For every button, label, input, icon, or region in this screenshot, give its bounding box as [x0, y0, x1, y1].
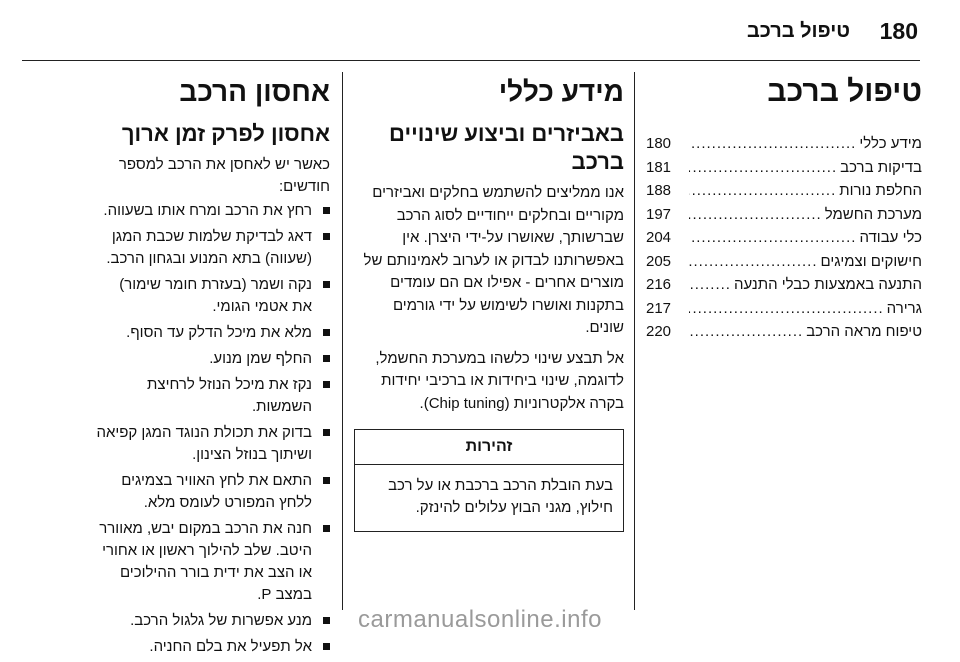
bullet-square-icon: [323, 525, 330, 532]
list-item-text: נקה ושמר (בעזרת חומר שימור) את אטמי הגומי.: [119, 276, 312, 315]
list-item: [96, 470, 330, 514]
list-item: [96, 636, 330, 658]
toc-entry-page: 181: [646, 158, 672, 176]
warning-heading: זהירות: [355, 430, 623, 465]
storage-intro: כאשר יש לאחסן את הרכב למספר חודשים:: [118, 156, 330, 195]
toc-entry-label: מידע כללי: [859, 135, 922, 152]
bullet-square-icon: [323, 429, 330, 436]
bullet-square-icon: [323, 207, 330, 214]
storage-column: [96, 64, 330, 662]
general-info-title: מידע כללי: [498, 76, 624, 107]
bullet-square-icon: [323, 381, 330, 388]
list-item: [96, 274, 330, 318]
toc-entry[interactable]: [646, 250, 922, 274]
page-header: [0, 0, 960, 62]
toc-entry-label: מערכת החשמל: [824, 205, 922, 223]
header-divider: [22, 60, 920, 61]
warning-text: בעת הובלת הרכב ברכבת או על רכב חילוץ, מגני הבוץ עלולים להינזק.: [388, 477, 613, 516]
warning-box: [354, 429, 624, 532]
toc-leader-dots: [689, 297, 884, 321]
list-item-text: התאם את לחץ האוויר בצמיגים ללחץ המפורט לעומס מלא.: [121, 472, 312, 511]
toc-entry[interactable]: [646, 132, 922, 156]
toc-leader-dots: [689, 156, 837, 180]
storage-title: אחסון הרכב: [179, 76, 330, 107]
list-item-text: מנע אפשרות של גלגול הרכב.: [130, 612, 312, 629]
toc-entry[interactable]: [646, 320, 922, 344]
accessories-subtitle: באביזרים וביצוע שינויים ברכב: [389, 121, 624, 174]
watermark: carmanualsonline.info: [358, 606, 602, 633]
list-item: [96, 348, 330, 370]
toc-leader-dots: [689, 273, 731, 297]
bullet-square-icon: [323, 643, 330, 650]
list-item-text: אל תפעיל את בלם החניה.: [149, 638, 312, 655]
toc-leader-dots: [689, 226, 856, 250]
list-item-text: בדוק את תכולת הנוגד המגן קפיאה ושיתוך בנוזל הצינון.: [96, 424, 312, 463]
toc-leader-dots: [689, 320, 803, 344]
toc-entry[interactable]: [646, 203, 922, 227]
storage-bullet-list: [96, 200, 330, 658]
list-item-text: החלף שמן מנוע.: [209, 350, 312, 367]
toc-entry-label: גרירה: [886, 299, 922, 317]
column-divider: [342, 72, 343, 610]
toc-entry-label: טיפוח מראה הרכב: [806, 323, 922, 340]
toc-entry-page: 205: [646, 252, 672, 270]
bullet-square-icon: [323, 233, 330, 240]
toc-title: טיפול ברכב: [767, 75, 922, 108]
list-item: [96, 374, 330, 418]
toc-leader-dots: [689, 203, 822, 227]
bullet-square-icon: [323, 281, 330, 288]
column-divider: [634, 72, 635, 610]
toc-entry-page: 204: [646, 229, 672, 246]
toc-entry-page: 188: [646, 182, 672, 199]
toc-entry-label: כלי עבודה: [859, 229, 922, 246]
list-item-text: רחץ את הרכב ומרח אותו בשעווה.: [103, 202, 312, 219]
toc-entry[interactable]: [646, 156, 922, 180]
toc-entry-label: חישוקים וצמיגים: [820, 252, 922, 270]
page-number: 180: [879, 18, 918, 44]
toc-entry[interactable]: [646, 179, 922, 203]
list-item-text: מלא את מיכל הדלק עד הסוף.: [126, 324, 312, 341]
toc-entry-label: התנעה באמצעות כבלי התנעה: [733, 276, 922, 293]
list-item-text: דאג לבדיקת שלמות שכבת המגן (שעווה) בתא המנוע ובגחון הרכב.: [106, 228, 312, 267]
bullet-square-icon: [323, 329, 330, 336]
list-item: [96, 518, 330, 606]
header-title: טיפול ברכב: [746, 20, 850, 42]
list-item-text: נקז את מיכל הנוזל לרחיצת השמשות.: [147, 376, 312, 415]
toc-list: [646, 132, 922, 344]
toc-entry-page: 216: [646, 276, 672, 293]
list-item: [96, 422, 330, 466]
general-info-column: [354, 64, 624, 532]
toc-entry[interactable]: [646, 297, 922, 321]
list-item-text: חנה את הרכב במקום יבש, מאוורר היטב. שלב להילוך ראשון או אחורי או הצב את ידית בורר ההילוכים במצב P.: [99, 520, 312, 603]
bullet-square-icon: [323, 477, 330, 484]
toc-leader-dots: [689, 250, 818, 274]
bullet-square-icon: [323, 355, 330, 362]
list-item: [96, 200, 330, 222]
paragraph: אנו ממליצים להשתמש בחלקים ואביזרים מקוריים ובחלקים ייחודיים לסוג הרכב שברשותך, שאושרו על-ידי היצרן. אין באפשרותנו לבדוק או לערוב לאמינותם של מוצרים אחרים - אפילו אם הם עומדים בתקנות ואושרו לשימוש על ידי גורמים שונים.: [363, 184, 624, 336]
toc-entry-label: בדיקות ברכב: [840, 158, 922, 176]
paragraph: אל תבצע שינוי כלשהו במערכת החשמל, לדוגמה, שינוי ביחידות או ברכיבי יחידות בקרה אלקטרוניות (Chip tuning).: [375, 349, 624, 412]
list-item: [96, 226, 330, 270]
toc-entry-page: 217: [646, 299, 672, 317]
toc-entry-page: 220: [646, 323, 672, 340]
long-term-storage-subtitle: אחסון לפרק זמן ארוך: [121, 121, 330, 146]
toc-entry[interactable]: [646, 226, 922, 250]
toc-column: [646, 64, 922, 344]
toc-leader-dots: [689, 132, 856, 156]
toc-leader-dots: [689, 179, 836, 203]
toc-entry-page: 180: [646, 135, 672, 152]
toc-entry[interactable]: [646, 273, 922, 297]
toc-entry-label: החלפת נורות: [839, 182, 922, 199]
toc-entry-page: 197: [646, 205, 672, 223]
list-item: [96, 322, 330, 344]
